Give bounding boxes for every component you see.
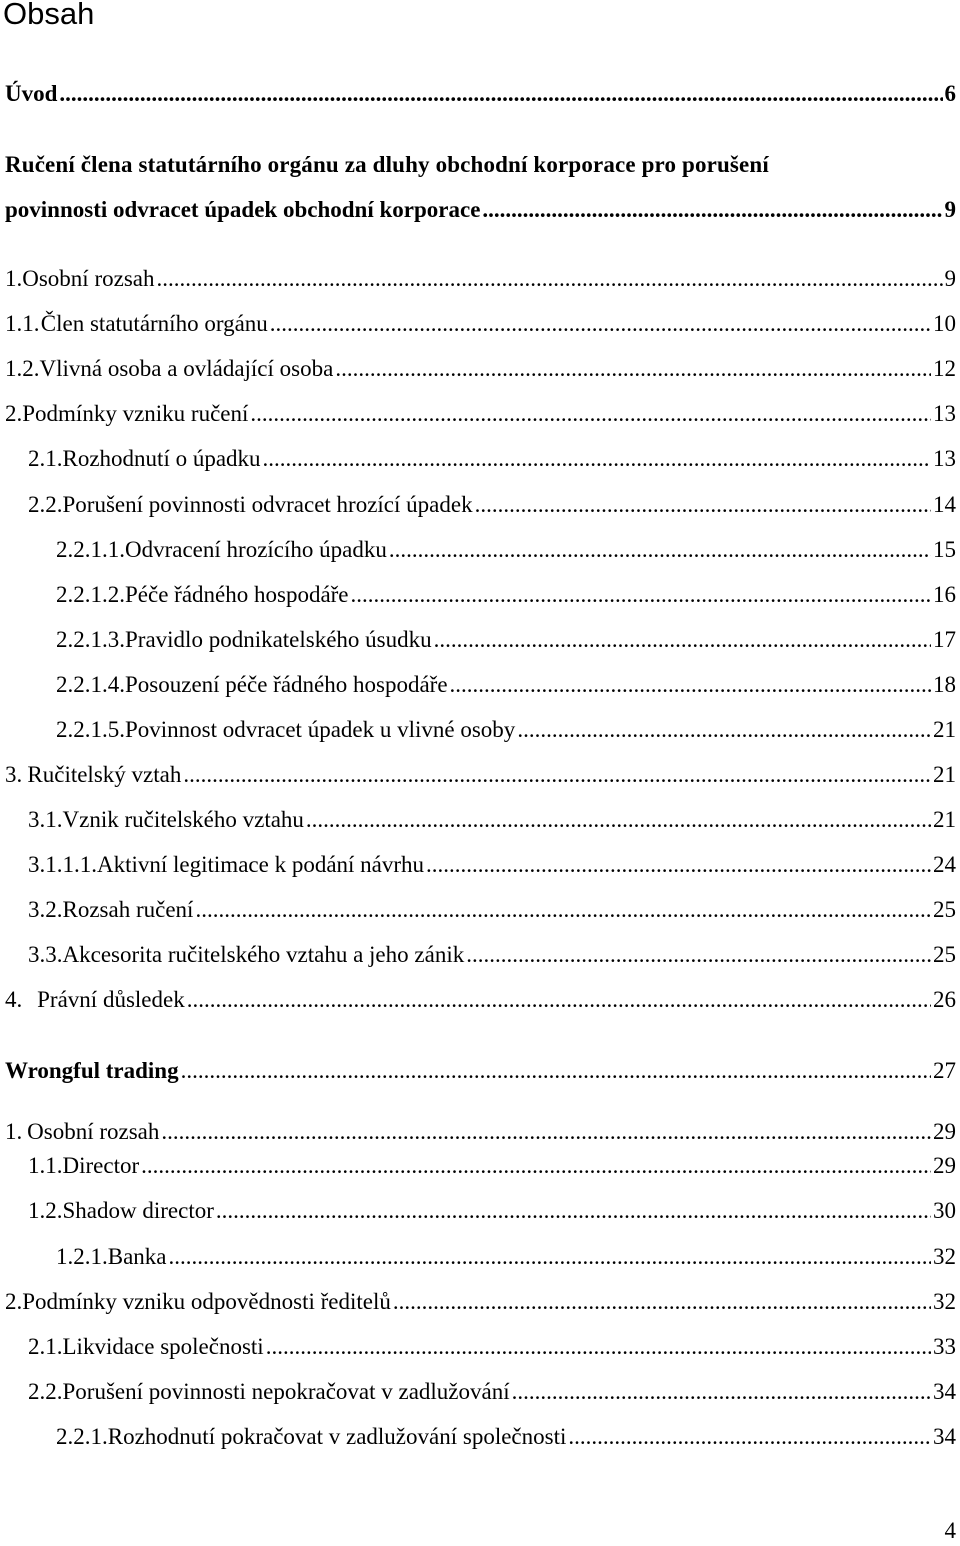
toc-entry-number: 1.2. [5, 356, 40, 381]
toc-entry[interactable] [28, 444, 956, 474]
toc-entry-title: Pravidlo podnikatelského úsudku [125, 627, 432, 652]
toc-leader [434, 625, 931, 655]
toc-entry-number: 3.1. [28, 807, 63, 832]
toc-entry-page: 21 [933, 717, 956, 742]
toc-entry-title: Banka [107, 1244, 167, 1269]
page-number: 4 [944, 1518, 956, 1543]
toc-entry-page: 9 [944, 266, 956, 291]
toc-entry[interactable] [5, 1287, 956, 1317]
toc-entry-title: Rozhodnutí pokračovat v zadlužování společnosti [107, 1424, 567, 1449]
toc-leader [270, 309, 931, 339]
toc-entry[interactable] [5, 309, 956, 339]
toc-leader [156, 264, 942, 294]
toc-entry-number: 1.1. [28, 1153, 63, 1178]
toc-entry[interactable] [28, 805, 956, 835]
toc-leader [466, 940, 931, 970]
toc-leader [306, 805, 931, 835]
toc-entry-page: 24 [933, 852, 956, 877]
toc-entry-number: 1. [5, 266, 23, 291]
toc-entry-number: 2.2. [28, 1379, 63, 1404]
toc-leader [266, 1332, 931, 1362]
toc-leader [195, 895, 931, 925]
toc-entry-page: 27 [933, 1058, 956, 1083]
toc-entry[interactable] [56, 625, 956, 655]
toc-entry-uvod[interactable] [5, 79, 956, 109]
toc-entry-page: 6 [944, 81, 956, 106]
toc-leader [351, 580, 931, 610]
toc-entry-title: Director [62, 1153, 140, 1178]
toc-entry-page: 25 [933, 942, 956, 967]
toc-leader [181, 1056, 931, 1086]
toc-entry-number: 3.2. [28, 897, 63, 922]
toc-entry-page: 10 [933, 311, 956, 336]
toc-leader [250, 399, 931, 429]
toc-entry-page: 33 [933, 1334, 956, 1359]
toc-entry-page: 18 [933, 672, 956, 697]
toc-entry-title: Člen statutárního orgánu [40, 311, 268, 336]
toc-entry-page: 21 [933, 807, 956, 832]
toc-entry[interactable] [28, 490, 956, 520]
toc-leader [426, 850, 931, 880]
toc-entry-title: Podmínky vzniku odpovědnosti ředitelů [22, 1289, 391, 1314]
toc-entry-title: Podmínky vzniku ručení [22, 401, 249, 426]
toc-entry[interactable] [5, 760, 956, 790]
toc-entry-page: 25 [933, 897, 956, 922]
toc-entry-number: 1.1. [5, 311, 40, 336]
toc-entry[interactable] [5, 399, 956, 429]
toc-entry-number: 2.2.1.5. [56, 717, 125, 742]
toc-leader [512, 1377, 931, 1407]
toc-entry-page: 9 [944, 197, 956, 222]
toc-entry-title: Shadow director [62, 1198, 214, 1223]
toc-entry-title: Osobní rozsah [22, 266, 155, 291]
toc-entry-page: 21 [933, 762, 956, 787]
toc-entry[interactable] [28, 1151, 956, 1181]
toc-leader [187, 985, 931, 1015]
toc-leader [183, 760, 931, 790]
toc-leader [475, 490, 931, 520]
toc-entry-page: 30 [933, 1198, 956, 1223]
toc-entry[interactable] [28, 940, 956, 970]
toc-entry-number: 1.2. [28, 1198, 63, 1223]
toc-entry-title: povinnosti odvracet úpadek obchodní korporace [5, 197, 481, 222]
toc-entry-title: Úvod [5, 81, 58, 106]
toc-entry-number: 2.2.1.2. [56, 582, 125, 607]
toc-entry-title: Ručení člena statutárního orgánu za dluhy obchodní korporace pro porušení [5, 152, 769, 177]
toc-entry-page: 29 [933, 1153, 956, 1178]
toc-leader [161, 1117, 931, 1147]
toc-entry[interactable] [5, 1117, 956, 1147]
toc-entry-page: 14 [933, 492, 956, 517]
toc-entry-ruceni-line2[interactable] [5, 195, 956, 225]
toc-leader [59, 79, 942, 109]
toc-entry[interactable] [28, 850, 956, 880]
toc-leader [450, 670, 931, 700]
toc-entry-wrongful-trading[interactable] [5, 1056, 956, 1086]
toc-entry-title: Vlivná osoba a ovládající osoba [39, 356, 334, 381]
toc-entry-page: 29 [933, 1119, 956, 1144]
toc-entry-title: Odvracení hrozícího úpadku [125, 537, 387, 562]
toc-entry-title: Péče řádného hospodáře [125, 582, 349, 607]
toc-leader [568, 1422, 931, 1452]
toc-entry-page: 32 [933, 1244, 956, 1269]
toc-entry-number: 4. [5, 987, 23, 1012]
toc-entry-number: 2.2. [28, 492, 63, 517]
toc-entry-title: Rozsah ručení [62, 897, 194, 922]
toc-entry-number: 2.1. [28, 446, 63, 471]
toc-entry[interactable] [56, 670, 956, 700]
toc-entry-title: Osobní rozsah [27, 1119, 160, 1144]
toc-leader [393, 1287, 931, 1317]
toc-entry-title: Porušení povinnosti nepokračovat v zadlužování [62, 1379, 510, 1404]
toc-entry[interactable] [5, 985, 956, 1015]
toc-leader [263, 444, 931, 474]
toc-entry-page: 26 [933, 987, 956, 1012]
toc-entry-title: Povinnost odvracet úpadek u vlivné osoby [125, 717, 516, 742]
toc-entry-title: Ručitelský vztah [27, 762, 182, 787]
toc-entry-title: Právní důsledek [37, 987, 185, 1012]
toc-entry[interactable] [28, 1377, 956, 1407]
toc-entry-title: Porušení povinnosti odvracet hrozící úpadek [62, 492, 473, 517]
toc-entry-page: 32 [933, 1289, 956, 1314]
toc-entry[interactable] [5, 354, 956, 384]
toc-entry[interactable] [28, 1196, 956, 1226]
toc-entry-title: Akcesorita ručitelského vztahu a jeho zánik [62, 942, 465, 967]
toc-entry-number: 3. [5, 762, 23, 787]
toc-entry-title: Posouzení péče řádného hospodáře [125, 672, 448, 697]
toc-entry-number: 2. [5, 1289, 23, 1314]
toc-entry-page: 12 [933, 356, 956, 381]
toc-entry[interactable] [56, 1422, 956, 1452]
toc-entry-number: 1. [5, 1119, 23, 1144]
toc-entry-number: 2.2.1. [56, 1424, 108, 1449]
toc-entry[interactable] [56, 1242, 956, 1272]
toc-entry-number: 2. [5, 401, 23, 426]
toc-entry-number: 2.2.1.4. [56, 672, 125, 697]
toc-entry-page: 16 [933, 582, 956, 607]
toc-entry-page: 13 [933, 446, 956, 471]
toc-leader [169, 1242, 931, 1272]
toc-entry[interactable] [56, 580, 956, 610]
page-title: Obsah [3, 0, 95, 31]
toc-entry[interactable] [56, 535, 956, 565]
toc-entry-title: Wrongful trading [5, 1058, 179, 1083]
toc-entry-number: 2.2.1.3. [56, 627, 125, 652]
toc-entry-title: Rozhodnutí o úpadku [62, 446, 261, 471]
toc-leader [389, 535, 931, 565]
toc-entry-page: 15 [933, 537, 956, 562]
toc-entry-page: 17 [933, 627, 956, 652]
toc-entry-number: 1.2.1. [56, 1244, 108, 1269]
toc-entry[interactable] [28, 895, 956, 925]
toc-entry-page: 13 [933, 401, 956, 426]
toc-entry-number: 3.1.1.1. [28, 852, 97, 877]
toc-entry-title: Likvidace společnosti [62, 1334, 264, 1359]
toc-entry-title: Vznik ručitelského vztahu [62, 807, 304, 832]
toc-entry[interactable] [28, 1332, 956, 1362]
toc-leader [482, 195, 942, 225]
toc-leader [517, 715, 931, 745]
toc-entry-page: 34 [933, 1424, 956, 1449]
toc-entry-title: Aktivní legitimace k podání návrhu [97, 852, 425, 877]
toc-entry[interactable] [56, 715, 956, 745]
toc-entry-number: 2.2.1.1. [56, 537, 125, 562]
toc-entry-page: 34 [933, 1379, 956, 1404]
toc-leader [141, 1151, 931, 1181]
toc-entry[interactable] [5, 264, 956, 294]
toc-entry-number: 3.3. [28, 942, 63, 967]
toc-leader [335, 354, 931, 384]
toc-leader [216, 1196, 931, 1226]
toc-entry-ruceni-line1[interactable] [5, 150, 956, 180]
toc-entry-number: 2.1. [28, 1334, 63, 1359]
